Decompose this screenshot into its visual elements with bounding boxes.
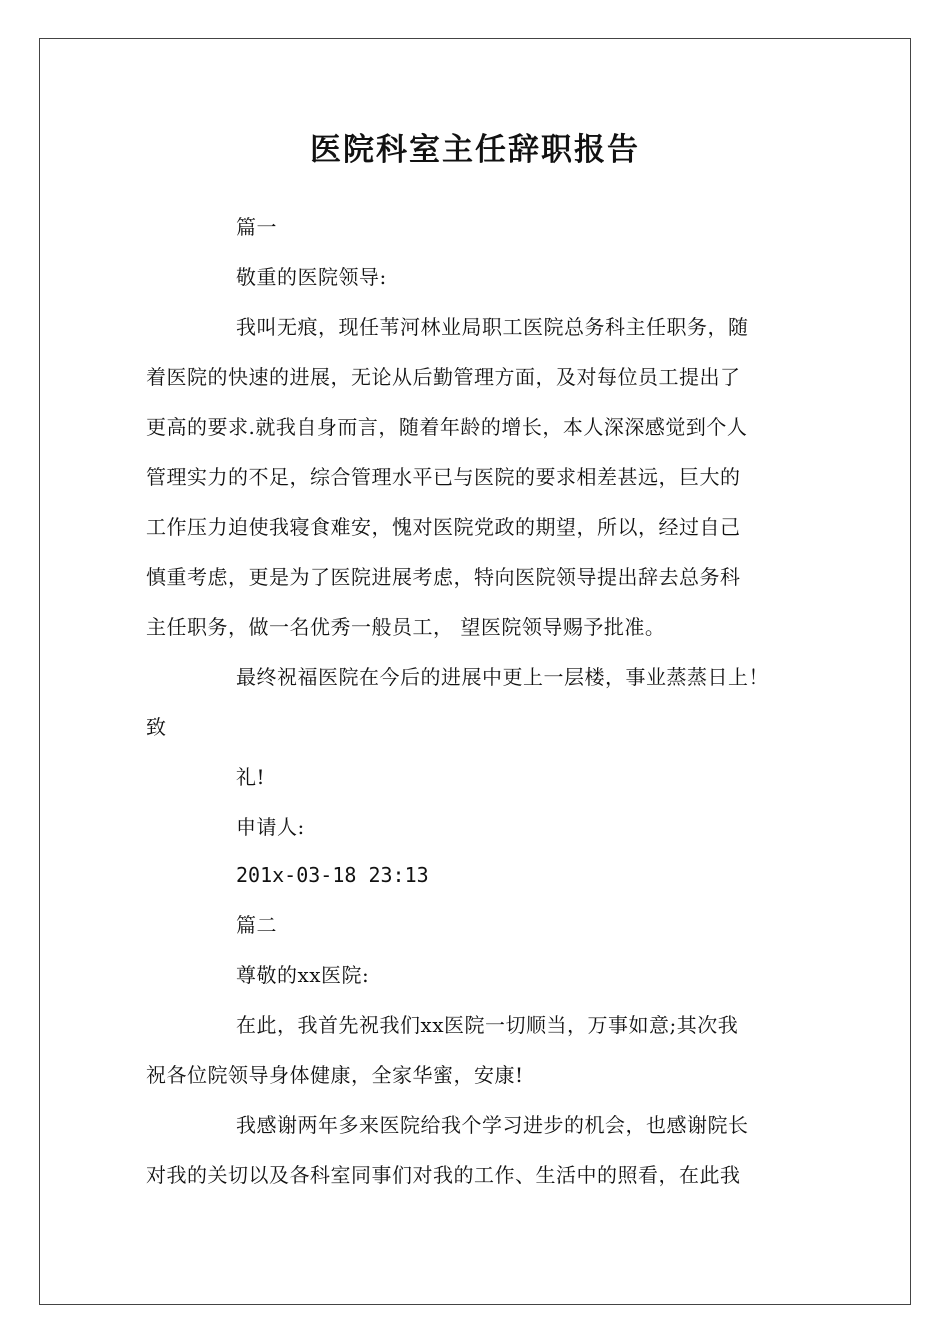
date-time: 201x-03-18 23:13	[236, 863, 429, 887]
paragraph-line: 工作压力迫使我寝食难安，愧对医院党政的期望，所以，经过自己	[146, 515, 741, 539]
paragraph-line: 对我的关切以及各科室同事们对我的工作、生活中的照看，在此我	[146, 1163, 741, 1187]
paragraph-line: 慎重考虑，更是为了医院进展考虑，特向医院领导提出辞去总务科	[146, 565, 741, 589]
section-heading-2: 篇二	[236, 913, 277, 937]
document-title: 医院科室主任辞职报告	[310, 132, 640, 168]
salutation-2: 尊敬的xx医院:	[236, 963, 370, 987]
salutation-1: 敬重的医院领导:	[236, 265, 387, 289]
paragraph-line: 我叫无痕，现任苇河林业局职工医院总务科主任职务，随	[236, 315, 749, 339]
closing-li: 礼!	[236, 765, 266, 789]
paragraph-line: 主任职务，做一名优秀一般员工， 望医院领导赐予批准。	[146, 615, 666, 639]
section-heading-1: 篇一	[236, 215, 277, 239]
paragraph-line: 管理实力的不足，综合管理水平已与医院的要求相差甚远，巨大的	[146, 465, 741, 489]
closing-zhi: 致	[146, 715, 167, 739]
paragraph-line: 祝各位院领导身体健康，全家华蜜，安康!	[146, 1063, 524, 1087]
paragraph-line: 最终祝福医院在今后的进展中更上一层楼，事业蒸蒸日上！	[236, 665, 769, 689]
paragraph-line: 着医院的快速的进展，无论从后勤管理方面，及对每位员工提出了	[146, 365, 741, 389]
paragraph-line: 在此，我首先祝我们xx医院一切顺当，万事如意;其次我	[236, 1013, 739, 1037]
paragraph-line: 我感谢两年多来医院给我个学习进步的机会，也感谢院长	[236, 1113, 749, 1137]
applicant-label: 申请人:	[236, 815, 305, 839]
paragraph-line: 更高的要求.就我自身而言，随着年龄的增长，本人深深感觉到个人	[146, 415, 748, 439]
